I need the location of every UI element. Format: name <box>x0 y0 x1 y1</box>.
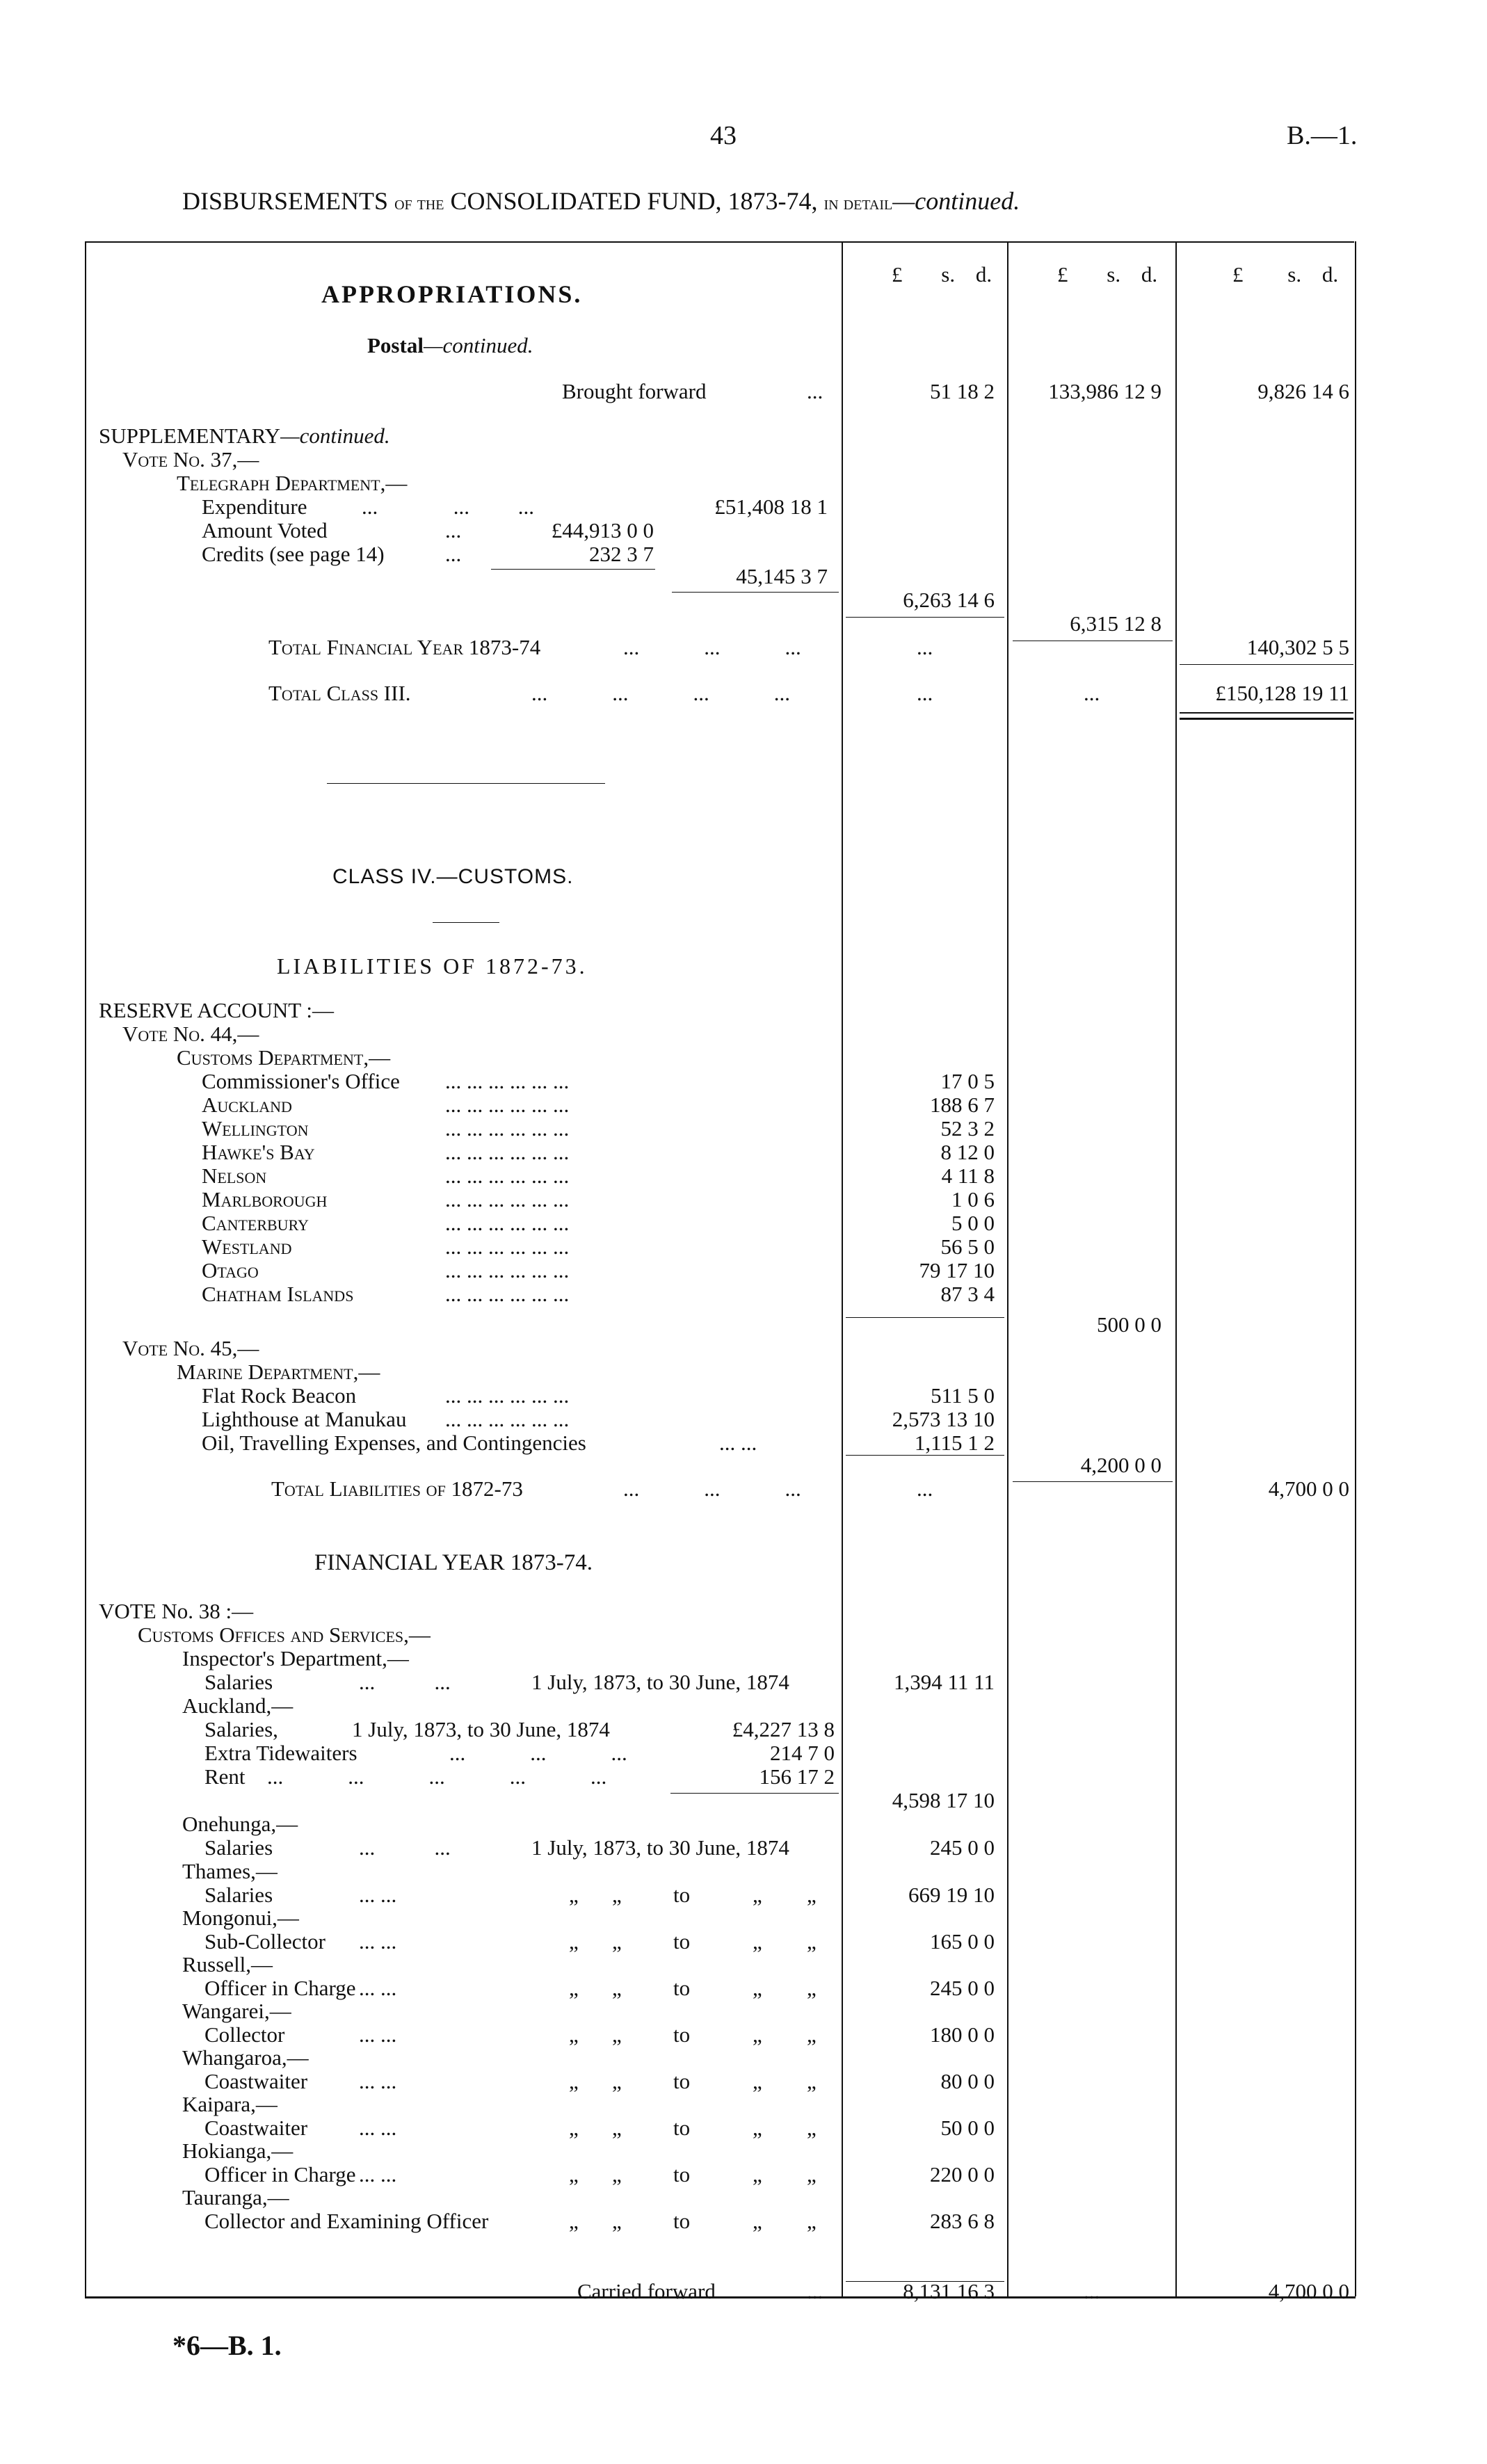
customs-item-label: Wellington <box>202 1116 309 1141</box>
section-divider <box>327 783 605 784</box>
leader: ... <box>917 681 933 705</box>
ditto-mark: „ <box>569 2069 579 2093</box>
leader: ... ... ... ... ... ... <box>445 1116 570 1141</box>
station-value: 180 0 0 <box>930 2022 995 2047</box>
rule <box>670 1793 839 1794</box>
ditto-mark: „ <box>612 1976 622 2000</box>
leader: ... ... <box>359 1929 397 1954</box>
leader: ... ... ... ... ... ... <box>445 1187 570 1211</box>
station-value: 50 0 0 <box>940 2116 995 2140</box>
leader: ... ... ... ... ... ... <box>445 1234 570 1259</box>
rule <box>846 617 1004 618</box>
total-liabilities-c3: 4,700 0 0 <box>1268 1476 1349 1501</box>
ditto-mark: „ <box>753 2069 762 2093</box>
leader: ... ... <box>359 2162 397 2187</box>
leader: ... <box>1084 681 1100 705</box>
ditto-mark: „ <box>612 2162 622 2187</box>
customs-item-value: 5 0 0 <box>951 1211 995 1235</box>
station-role: Collector <box>204 2022 285 2047</box>
leader: ... ... ... <box>449 1741 627 1765</box>
leader: ... ... <box>359 1670 451 1694</box>
marine-total-c2: 4,200 0 0 <box>1080 1453 1162 1477</box>
reserve-account: RESERVE ACCOUNT :— <box>99 998 334 1022</box>
customs-dept: Customs Department,— <box>177 1045 391 1070</box>
customs-item-value: 1 0 6 <box>951 1187 995 1211</box>
ditto-mark: „ <box>612 2069 622 2093</box>
leader: ... ... ... ... ... ... <box>445 1383 570 1408</box>
leader: ... ... ... <box>623 635 801 659</box>
total-class-3-c3: £150,128 19 11 <box>1215 681 1349 705</box>
vote-44: Vote No. 44,— <box>122 1022 259 1046</box>
liabilities-heading: LIABILITIES OF 1872-73. <box>277 953 588 979</box>
station-place: Wangarei,— <box>182 1999 291 2023</box>
leader: ... ... <box>359 1835 451 1860</box>
ditto-to: to <box>673 1976 691 2000</box>
carried-forward-label: Carried forward <box>577 2279 716 2303</box>
customs-item-label: Chatham Islands <box>202 1282 354 1306</box>
auckland-salaries-amount: £4,227 13 8 <box>732 1717 835 1741</box>
marine-item-value: 1,115 1 2 <box>914 1431 995 1455</box>
ditto-mark: „ <box>612 1929 622 1954</box>
total-financial-year-label: Total Financial Year 1873-74 <box>268 635 541 659</box>
leader: ... ... ... ... ... ... <box>445 1093 570 1117</box>
carried-forward-c1: 8,131 16 3 <box>903 2279 995 2303</box>
financial-year-heading: FINANCIAL YEAR 1873-74. <box>314 1550 593 1575</box>
station-value: 245 0 0 <box>930 1976 995 2000</box>
inspector-salaries: Salaries <box>204 1670 273 1694</box>
customs-item-label: Otago <box>202 1258 259 1282</box>
rent-amount: 156 17 2 <box>759 1764 835 1789</box>
brought-forward-c2: 133,986 12 9 <box>1048 379 1162 403</box>
leader: ... <box>807 2279 823 2303</box>
ditto-mark: „ <box>569 2209 579 2233</box>
vote-38: VOTE No. 38 :— <box>99 1599 254 1623</box>
ditto-mark: „ <box>807 2069 817 2093</box>
auckland-salaries: Salaries, <box>204 1717 278 1741</box>
leader: ... ... ... ... ... <box>267 1764 607 1789</box>
ditto-mark: „ <box>753 1883 762 1907</box>
carried-forward-c3: 4,700 0 0 <box>1268 2279 1349 2303</box>
leader: ... ... ... ... ... ... <box>445 1282 570 1306</box>
supplementary-c1: 6,263 14 6 <box>903 588 995 612</box>
ditto-mark: „ <box>807 2162 817 2187</box>
inspector-period: 1 July, 1873, to 30 June, 1874 <box>531 1670 789 1694</box>
col2-header: £ s. d. <box>1057 262 1158 287</box>
onehunga-period: 1 July, 1873, to 30 June, 1874 <box>531 1835 789 1860</box>
leader: ... ... ... ... ... ... <box>445 1258 570 1282</box>
paper-reference: B.—1. <box>1287 121 1358 150</box>
station-value: 80 0 0 <box>940 2069 995 2093</box>
footer-signature: *6—B. 1. <box>172 2330 282 2361</box>
rule <box>846 1317 1004 1318</box>
leader: ... ... ... ... <box>531 681 790 705</box>
rule <box>433 922 499 923</box>
ditto-mark: „ <box>753 2162 762 2187</box>
ditto-to: to <box>673 2209 691 2233</box>
customs-item-label: Canterbury <box>202 1211 309 1235</box>
station-role: Collector and Examining Officer <box>204 2209 489 2233</box>
station-place: Russell,— <box>182 1952 273 1976</box>
leader: ... <box>917 635 933 659</box>
page-title: DISBURSEMENTS of the CONSOLIDATED FUND, 1873-74, in detail—continued. <box>182 187 1020 215</box>
customs-item-value: 4 11 8 <box>941 1163 995 1188</box>
leader: ... <box>445 518 462 542</box>
leader: ... ... ... ... ... ... <box>445 1069 570 1093</box>
credits-label: Credits (see page 14) <box>202 542 385 566</box>
rule <box>1180 712 1353 714</box>
customs-item-value: 52 3 2 <box>940 1116 995 1141</box>
leader: ... ... ... ... ... ... <box>445 1211 570 1235</box>
auckland-period: 1 July, 1873, to 30 June, 1874 <box>352 1717 610 1741</box>
expenditure-label: Expenditure <box>202 494 307 519</box>
column-rule-3 <box>1175 241 1177 2296</box>
ditto-mark: „ <box>807 1976 817 2000</box>
customs-item-value: 188 6 7 <box>930 1093 995 1117</box>
total-class-3-label: Total Class III. <box>268 681 411 705</box>
marine-item-label: Lighthouse at Manukau <box>202 1407 407 1431</box>
column-rule-2 <box>1007 241 1008 2296</box>
ditto-mark: „ <box>753 2116 762 2140</box>
rule <box>1180 718 1353 720</box>
ditto-mark: „ <box>753 1976 762 2000</box>
leader: ... ... ... <box>362 494 534 519</box>
amount-voted-amount: £44,913 0 0 <box>551 518 654 542</box>
brought-forward-c3: 9,826 14 6 <box>1257 379 1349 403</box>
station-role: Sub-Collector <box>204 1929 325 1954</box>
marine-item-value: 511 5 0 <box>931 1383 995 1408</box>
auckland-c1: 4,598 17 10 <box>892 1788 995 1812</box>
ditto-mark: „ <box>569 1883 579 1907</box>
station-role: Salaries <box>204 1883 273 1907</box>
leader: ... ... ... ... ... ... <box>445 1163 570 1188</box>
onehunga-label: Onehunga,— <box>182 1812 298 1836</box>
marine-item-value: 2,573 13 10 <box>892 1407 995 1431</box>
leader: ... ... <box>359 2116 397 2140</box>
rule <box>491 569 655 570</box>
inspector-dept: Inspector's Department,— <box>182 1646 409 1670</box>
amount-voted-label: Amount Voted <box>202 518 328 542</box>
customs-item-value: 8 12 0 <box>940 1140 995 1164</box>
ditto-mark: „ <box>753 2209 762 2233</box>
supplementary-c2: 6,315 12 8 <box>1070 611 1162 636</box>
leader: ... ... ... ... ... ... <box>445 1407 570 1431</box>
rule <box>672 592 839 593</box>
telegraph-dept: Telegraph Department,— <box>177 471 408 495</box>
station-place: Thames,— <box>182 1859 278 1883</box>
station-value: 283 6 8 <box>930 2209 995 2233</box>
vote-45: Vote No. 45,— <box>122 1336 259 1360</box>
class-4-heading: CLASS IV.—CUSTOMS. <box>332 865 574 888</box>
leader: ... ... ... <box>623 1476 801 1501</box>
appropriations-heading: APPROPRIATIONS. <box>321 280 583 308</box>
ditto-to: to <box>673 1883 691 1907</box>
ditto-mark: „ <box>807 1929 817 1954</box>
ditto-mark: „ <box>807 2209 817 2233</box>
total-financial-year-c3: 140,302 5 5 <box>1246 635 1349 659</box>
leader: ... <box>807 379 823 403</box>
station-role: Coastwaiter <box>204 2069 308 2093</box>
ditto-mark: „ <box>753 1929 762 1954</box>
customs-item-label: Nelson <box>202 1163 267 1188</box>
rent-label: Rent <box>204 1764 246 1789</box>
marine-item-label: Flat Rock Beacon <box>202 1383 357 1408</box>
page-number: 43 <box>710 121 737 150</box>
ditto-mark: „ <box>569 2162 579 2187</box>
rule <box>1013 1481 1173 1482</box>
ditto-mark: „ <box>569 1976 579 2000</box>
customs-item-value: 17 0 5 <box>940 1069 995 1093</box>
customs-item-label: Auckland <box>202 1093 292 1117</box>
customs-item-value: 87 3 4 <box>940 1282 995 1306</box>
onehunga-c1: 245 0 0 <box>930 1835 995 1860</box>
table-top-rule <box>85 241 1354 243</box>
table-bottom-rule <box>85 2296 1356 2298</box>
table-right-rule <box>1355 241 1356 2296</box>
ditto-to: to <box>673 1929 691 1954</box>
ditto-mark: „ <box>807 2116 817 2140</box>
expenditure-amount: £51,408 18 1 <box>714 494 828 519</box>
station-role: Coastwaiter <box>204 2116 308 2140</box>
leader: ... ... <box>359 1883 397 1907</box>
leader: ... ... <box>719 1431 757 1455</box>
station-place: Whangaroa,— <box>182 2045 309 2070</box>
customs-item-value: 56 5 0 <box>940 1234 995 1259</box>
station-role: Officer in Charge <box>204 1976 356 2000</box>
customs-item-label: Marlborough <box>202 1187 328 1211</box>
ditto-mark: „ <box>569 2022 579 2047</box>
leader: ... <box>917 1476 933 1501</box>
col1-header: £ s. d. <box>892 262 992 287</box>
ditto-mark: „ <box>612 1883 622 1907</box>
extra-tidewaiters: Extra Tidewaiters <box>204 1741 357 1765</box>
ditto-mark: „ <box>612 2209 622 2233</box>
ditto-mark: „ <box>807 2022 817 2047</box>
auckland-label: Auckland,— <box>182 1693 294 1718</box>
station-place: Kaipara,— <box>182 2092 278 2116</box>
extra-tidewaiters-amount: 214 7 0 <box>770 1741 835 1765</box>
leader: ... <box>445 542 462 566</box>
supplementary-label: SUPPLEMENTARY—continued. <box>99 424 390 448</box>
vote-37: Vote No. 37,— <box>122 447 259 472</box>
leader: ... ... <box>359 1976 397 2000</box>
leader: ... ... <box>359 2069 397 2093</box>
total-liabilities-label: Total Liabilities of 1872-73 <box>271 1476 523 1501</box>
postal-heading: Postal—continued. <box>367 333 533 357</box>
rule <box>1180 664 1353 665</box>
customs-item-value: 79 17 10 <box>919 1258 995 1282</box>
col3-header: £ s. d. <box>1232 262 1339 287</box>
ditto-to: to <box>673 2116 691 2140</box>
station-value: 165 0 0 <box>930 1929 995 1954</box>
marine-dept: Marine Department,— <box>177 1360 380 1384</box>
ditto-mark: „ <box>612 2022 622 2047</box>
onehunga-salaries: Salaries <box>204 1835 273 1860</box>
station-place: Mongonui,— <box>182 1906 299 1930</box>
station-value: 669 19 10 <box>908 1883 995 1907</box>
net-amount: 45,145 3 7 <box>736 564 828 588</box>
leader: ... ... <box>359 2022 397 2047</box>
customs-item-label: Hawke's Bay <box>202 1140 315 1164</box>
customs-item-label: Westland <box>202 1234 292 1259</box>
station-value: 220 0 0 <box>930 2162 995 2187</box>
table-left-rule <box>85 241 86 2296</box>
rule <box>846 1455 1004 1456</box>
brought-forward-label: Brought forward <box>562 379 707 403</box>
leader: ... ... ... ... ... ... <box>445 1140 570 1164</box>
customs-item-label: Commissioner's Office <box>202 1069 400 1093</box>
ditto-to: to <box>673 2162 691 2187</box>
ditto-mark: „ <box>612 2116 622 2140</box>
customs-offices: Customs Offices and Services,— <box>138 1622 431 1647</box>
credits-amount: 232 3 7 <box>589 542 654 566</box>
marine-item-label: Oil, Travelling Expenses, and Contingencies <box>202 1431 586 1455</box>
station-role: Officer in Charge <box>204 2162 356 2187</box>
ditto-mark: „ <box>807 1883 817 1907</box>
brought-forward-c1: 51 18 2 <box>930 379 995 403</box>
ditto-mark: „ <box>753 2022 762 2047</box>
leader: ... <box>1084 2279 1100 2303</box>
station-place: Tauranga,— <box>182 2185 289 2209</box>
inspector-c1: 1,394 11 11 <box>894 1670 995 1694</box>
station-place: Hokianga,— <box>182 2139 294 2163</box>
customs-total-c2: 500 0 0 <box>1097 1312 1162 1337</box>
ditto-mark: „ <box>569 2116 579 2140</box>
column-rule-1 <box>842 241 843 2296</box>
ditto-mark: „ <box>569 1929 579 1954</box>
ditto-to: to <box>673 2022 691 2047</box>
ditto-to: to <box>673 2069 691 2093</box>
